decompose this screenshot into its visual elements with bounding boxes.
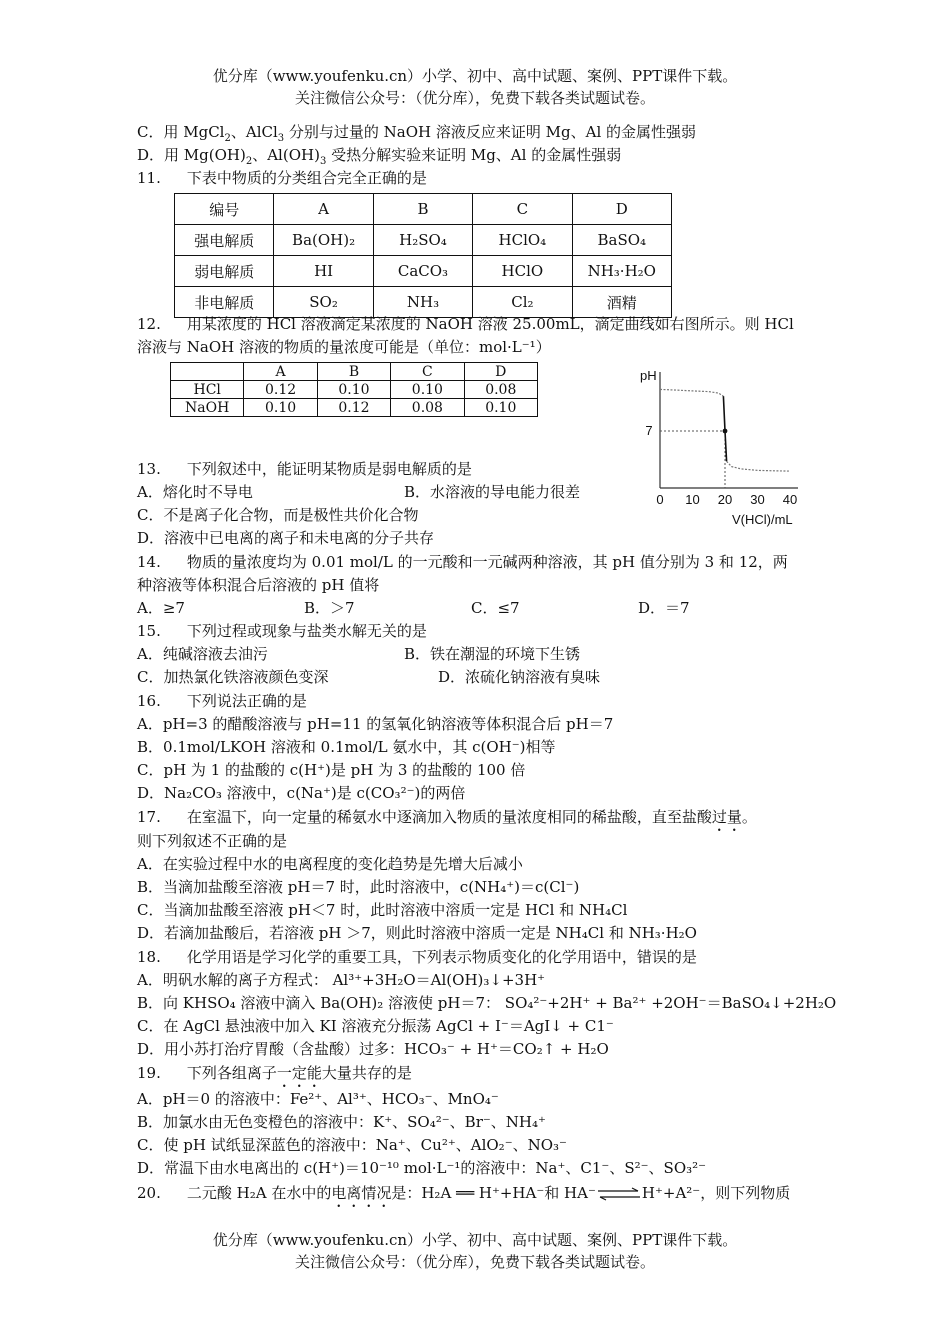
q14-option-c: C．≤7 [471,599,520,617]
page-footer-line1: 优分库（www.youfenku.cn）小学、初中、高中试题、案例、PPT课件下载。 [212,1231,738,1249]
table-cell: NaOH [171,399,244,417]
table-cell: C [391,363,464,381]
page-footer-line2: 关注微信公众号：（优分库），免费下载各类试题试卷。 [294,1253,655,1271]
y-tick-label: 7 [645,423,653,438]
table-cell: 0.08 [391,399,464,417]
question-number: 16. [137,692,161,710]
table-row [171,399,538,417]
q15-option-b: B．铁在潮湿的环境下生锈 [404,645,581,663]
q18-stem: 18. 化学用语是学习化学的重要工具，下列表示物质变化的化学用语中，错误的是 [137,948,697,966]
q13-option-a: A．熔化时不导电 [137,483,253,501]
q15-option-d: D．浓硫化钠溶液有臭味 [438,668,601,686]
table-cell: Ba(OH)₂ [274,225,373,256]
q19-stem: 19. 下列各组离子一定能大量共存的是 [137,1064,412,1082]
question-number: 20. [137,1184,161,1202]
q19-option-a: A．pH＝0 的溶液中：Fe²⁺、Al³⁺、HCO₃⁻、MnO₄⁻ [137,1090,499,1108]
q14-option-d: D．＝7 [638,599,690,617]
table-cell: B [317,363,390,381]
table-cell: BaSO₄ [572,225,671,256]
q20-stem: 20. 二元酸 H₂A 在水中的电离情况是：H₂A ══ H⁺+HA⁻和 HA⁻ H⁺+A²⁻，则下列物质 [137,1184,791,1202]
table-row [175,225,672,256]
table-header-row [171,363,538,381]
q17-option-c: C．当滴加盐酸至溶液 pH＜7 时，此时溶液中溶质一定是 HCl 和 NH₄Cl [137,901,628,919]
q12-stem-line1: 12. 用某浓度的 HCl 溶液滴定某浓度的 NaOH 溶液 25.00mL，滴定曲线如右图所示。则 HCl [137,315,794,333]
q13-option-d: D．溶液中已电离的离子和未电离的分子共存 [137,529,435,547]
table-cell: HCl [171,381,244,399]
table-cell: 非电解质 [175,287,274,318]
q18-option-c: C．在 AgCl 悬浊液中加入 KI 溶液充分振荡 AgCl + I⁻＝AgI↓ + C1⁻ [137,1017,614,1035]
table-cell: 0.10 [391,381,464,399]
x-axis-label: V(HCl)/mL [732,512,793,527]
titration-curve-upper [660,389,723,396]
q16-option-c: C．pH 为 1 的盐酸的 c(H⁺)是 pH 为 3 的盐酸的 100 倍 [137,761,526,779]
table-cell: 0.08 [464,381,537,399]
q12-concentration-table [170,362,538,417]
table-cell: B [373,194,472,225]
equivalence-point [723,429,728,434]
table-cell: 0.12 [244,381,317,399]
table-header-row [175,194,672,225]
table-cell: A [244,363,317,381]
emphasized-text: 一定能 [276,1064,322,1082]
titration-curve-chart [630,360,820,530]
q12-stem-line2: 溶液与 NaOH 溶液的物质的量浓度可能是（单位：mol·L⁻¹） [137,338,551,356]
table-cell: 弱电解质 [175,256,274,287]
q18-option-d: D．用小苏打治疗胃酸（含盐酸）过多：HCO₃⁻ + H⁺＝CO₂↑ + H₂O [137,1040,609,1058]
q17-option-b: B．当滴加盐酸至溶液 pH＝7 时，此时溶液中，c(NH₄⁺)＝c(Cl⁻) [137,878,580,896]
table-cell: NH₃ [373,287,472,318]
question-number: 18. [137,948,161,966]
q17-stem-line2: 则下列叙述不正确的是 [137,832,288,850]
q16-option-d: D．Na₂CO₃ 溶液中，c(Na⁺)是 c(CO₃²⁻)的两倍 [137,784,466,802]
table-cell: 酒精 [572,287,671,318]
table-cell: HI [274,256,373,287]
q11-stem: 11. 下表中物质的分类组合完全正确的是 [137,169,427,187]
q16-option-b: B．0.1mol/LKOH 溶液和 0.1mol/L 氨水中，其 c(OH⁻)相等 [137,738,556,756]
question-number: 11. [137,169,161,187]
question-number: 13. [137,460,161,478]
table-cell: 0.10 [317,381,390,399]
y-axis-label: pH [640,368,657,383]
q15-stem: 15. 下列过程或现象与盐类水解无关的是 [137,622,427,640]
q14-option-a: A．≥7 [137,599,185,617]
titration-curve-lower [727,461,790,471]
q13-option-b: B．水溶液的导电能力很差 [404,483,581,501]
q17-option-a: A．在实验过程中水的电离程度的变化趋势是先增大后减小 [137,855,523,873]
q19-option-c: C．使 pH 试纸显深蓝色的溶液中：Na⁺、Cu²⁺、AlO₂⁻、NO₃⁻ [137,1136,567,1154]
q18-option-a: A．明矾水解的离子方程式： Al³⁺+3H₂O＝Al(OH)₃↓+3H⁺ [137,971,546,989]
table-cell: H₂SO₄ [373,225,472,256]
q19-option-b: B．加氯水由无色变橙色的溶液中：K⁺、SO₄²⁻、Br⁻、NH₄⁺ [137,1113,546,1131]
question-number: 12. [137,315,161,333]
x-tick-label: 10 [685,492,700,507]
q19-option-d: D．常温下由水电离出的 c(H⁺)＝10⁻¹⁰ mol·L⁻¹的溶液中：Na⁺、C1⁻、S²⁻、SO₃²⁻ [137,1159,707,1177]
q14-option-b: B．＞7 [304,599,355,617]
table-row [171,381,538,399]
q14-stem-line1: 14. 物质的量浓度均为 0.01 mol/L 的一元酸和一元碱两种溶液，其 pH 值分别为 3 和 12，两 [137,553,788,571]
table-cell: A [274,194,373,225]
equilibrium-arrow-icon [596,1187,642,1201]
x-tick-label: 20 [717,492,733,507]
q13-stem: 13. 下列叙述中，能证明某物质是弱电解质的是 [137,460,472,478]
table-row [175,256,672,287]
table-cell: D [572,194,671,225]
table-cell: HClO [473,256,572,287]
table-cell: 0.12 [317,399,390,417]
x-tick-label: 40 [782,492,798,507]
emphasized-text: 过量 [711,808,742,826]
q17-stem-line1: 17. 在室温下，向一定量的稀氨水中逐滴加入物质的量浓度相同的稀盐酸，直至盐酸过量。 [137,808,757,826]
emphasized-text: 电离情况 [331,1184,392,1202]
page-header-line2: 关注微信公众号：（优分库），免费下载各类试题试卷。 [294,89,655,107]
table-cell: 强电解质 [175,225,274,256]
question-number: 14. [137,553,161,571]
table-cell: Cl₂ [473,287,572,318]
table-cell: 0.10 [464,399,537,417]
x-tick-label: 0 [656,492,664,507]
x-tick-label: 30 [750,492,765,507]
page-header-line1: 优分库（www.youfenku.cn）小学、初中、高中试题、案例、PPT课件下载。 [212,67,738,85]
table-cell: HClO₄ [473,225,572,256]
question-number: 15. [137,622,161,640]
q11-classification-table [174,193,672,318]
question-number: 19. [137,1064,161,1082]
table-cell: 编号 [175,194,274,225]
table-cell: NH₃·H₂O [572,256,671,287]
q17-option-d: D．若滴加盐酸后，若溶液 pH ＞7，则此时溶液中溶质一定是 NH₄Cl 和 NH₃·H₂O [137,924,697,942]
q15-option-a: A．纯碱溶液去油污 [137,645,268,663]
x-tick-labels [656,492,797,507]
question-number: 17. [137,808,161,826]
table-cell: D [464,363,537,381]
table-cell: CaCO₃ [373,256,472,287]
table-cell: C [473,194,572,225]
table-cell [171,363,244,381]
q13-option-c: C．不是离子化合物，而是极性共价化合物 [137,506,419,524]
q15-option-c: C．加热氯化铁溶液颜色变深 [137,668,329,686]
q16-stem: 16. 下列说法正确的是 [137,692,307,710]
table-cell: SO₂ [274,287,373,318]
q16-option-a: A．pH=3 的醋酸溶液与 pH=11 的氢氧化钠溶液等体积混合后 pH＝7 [137,715,614,733]
table-cell: 0.10 [244,399,317,417]
q18-option-b: B．向 KHSO₄ 溶液中滴入 Ba(OH)₂ 溶液使 pH＝7： SO₄²⁻+2H⁺ + Ba²⁺ +2OH⁻＝BaSO₄↓+2H₂O [137,994,837,1012]
q14-stem-line2: 种溶液等体积混合后溶液的 pH 值将 [137,576,380,594]
q10-option-c: C．用 MgCl$_2$、AlCl$_3$ 分别与过量的 NaOH 溶液反应来证明 Mg、Al 的金属性强弱 [137,123,697,144]
q10-option-d: D．用 $Mg(OH)_2$、$Al(OH)_3$ 受热分解实验来证明 Mg、Al 的金属性强弱 [137,146,622,167]
